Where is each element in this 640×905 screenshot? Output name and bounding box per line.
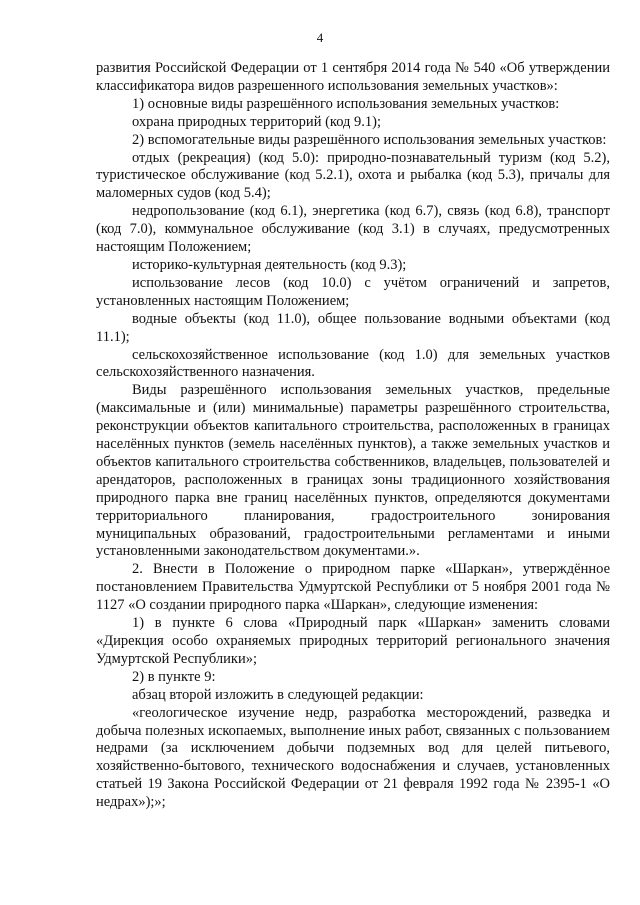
paragraph: абзац второй изложить в следующей редакции: <box>132 686 424 703</box>
paragraph: недропользование (код 6.1), энергетика (код 6.7), связь (код 6.8), транспорт (код 7.0), коммунальное обслуживание (код 3.1) в случаях, предусмотренных настоящим Положением; <box>96 203 610 256</box>
paragraph: «геологическое изучение недр, разработка месторождений, разведка и добыча полезных ископаемых, выполнение иных работ, связанных с пользованием недрами (за исключением добычи подземных вод для целей питьевого, хозяйственно-бытового, технического водоснабжения и случаев, установленных статьей 19 Закона Российской Федерации от 21 февраля 1992 года № 2395-1 «О недрах»);»; <box>96 704 610 811</box>
paragraph: Виды разрешённого использования земельных участков, предельные (максимальные и (или) минимальные) параметры разрешённого строительства, реконструкции объектов капитального строительства, расположенных в границах населённых пунктов (земель населённых пунктов), а также земельных участков и объектов капитального строительства собственников, владельцев, пользователей и арендаторов, расположенных в границах зоны традиционного хозяйствования природного парка вне границ населённых пунктов, определяются документами территориального планирования, градостроительного зонирования муниципальных образований, градостроительными регламентами и иными установленными законодательством документами.». <box>96 382 610 560</box>
paragraph: водные объекты (код 11.0), общее пользование водными объектами (код 11.1); <box>96 310 610 345</box>
paragraph: сельскохозяйственное использование (код 1.0) для земельных участков сельскохозяйственного назначения. <box>96 346 610 381</box>
paragraph: 1) в пункте 6 слова «Природный парк «Шаркан» заменить словами «Дирекция особо охраняемых природных территорий регионального значения Удмуртской Республики»; <box>96 615 610 667</box>
paragraph: 2) в пункте 9: <box>132 668 216 685</box>
paragraph: отдых (рекреация) (код 5.0): природно-познавательный туризм (код 5.2), туристическое обслуживание (код 5.2.1), охота и рыбалка (код 5.3), причалы для маломерных судов (код 5.4); <box>96 149 610 202</box>
paragraph: 2) вспомогательные виды разрешённого использования земельных участков: <box>132 131 607 148</box>
paragraph: развития Российской Федерации от 1 сентября 2014 года № 540 «Об утверждении классификатора видов разрешенного использования земельных участков»: <box>96 60 610 94</box>
paragraph: использование лесов (код 10.0) с учётом ограничений и запретов, установленных настоящим Положением; <box>96 274 610 309</box>
paragraph: 1) основные виды разрешённого использования земельных участков: <box>132 95 560 112</box>
paragraph: историко-культурная деятельность (код 9.3); <box>132 256 407 273</box>
page-number: 4 <box>316 30 324 45</box>
paragraph: 2. Внести в Положение о природном парке «Шаркан», утверждённое постановлением Правительства Удмуртской Республики от 5 ноября 2001 года № 1127 «О создании природного парка «Шаркан», следующие изменения: <box>96 561 610 614</box>
paragraph: охрана природных территорий (код 9.1); <box>132 113 382 130</box>
document-body <box>96 60 610 812</box>
